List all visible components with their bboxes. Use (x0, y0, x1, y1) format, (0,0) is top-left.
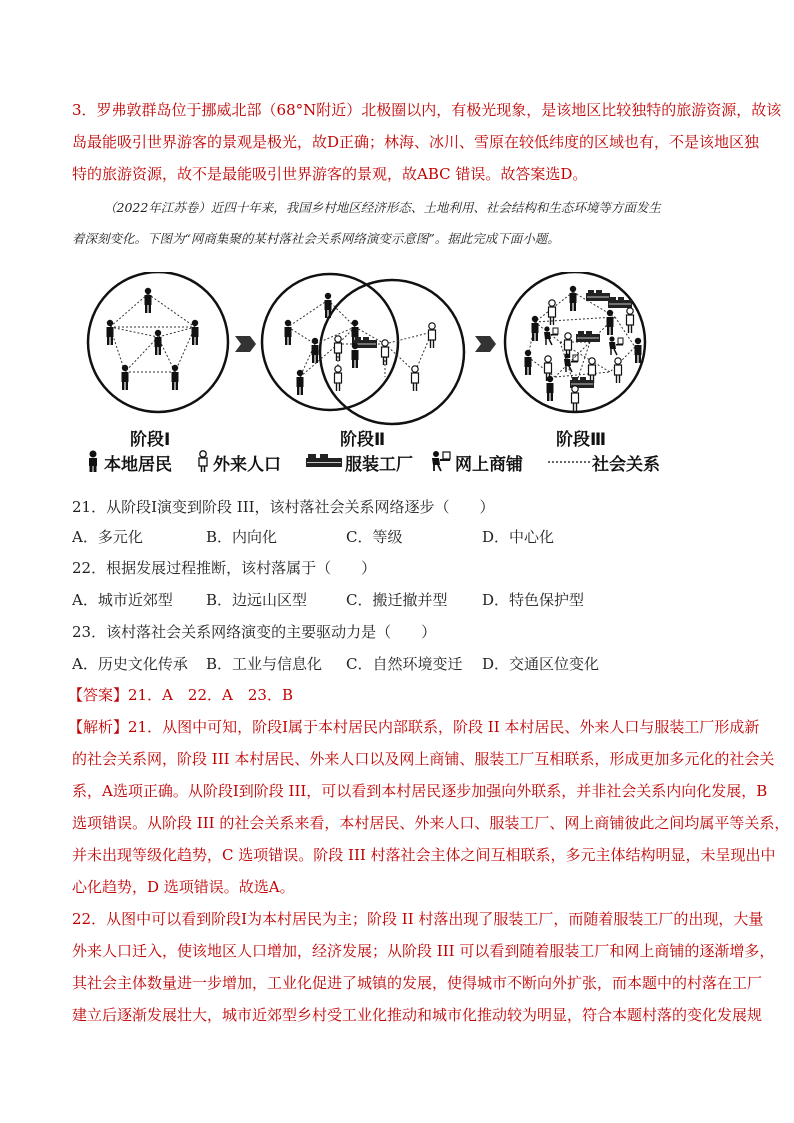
explanation-line: 特的旅游资源，故不是最能吸引世界游客的景观，故ABC 错误。故答案选D。 (72, 165, 588, 183)
option-b[interactable]: B．内向化 (206, 528, 278, 546)
question-stem: 22．根据发展过程推断，该村落属于（ ） (72, 559, 377, 577)
migrant-icon (589, 358, 596, 383)
local-resident-icon (285, 320, 292, 345)
legend-local-label: 本地居民 (104, 455, 172, 475)
analysis-line: 【解析】21．从图中可知，阶段Ⅰ属于本村居民内部联系，阶段 II 本村居民、外来人口与服装工厂形成新 (68, 718, 760, 736)
analysis-line: 22．从图中可以看到阶段Ⅰ为本村居民为主；阶段 II 村落出现了服装工厂，而随着服装工厂的出现，大量 (72, 910, 764, 928)
intro-line: 着深刻变化。下图为“网商集聚的某村落社会关系网络演变示意图”。据此完成下面小题。 (72, 231, 560, 246)
answer-line (68, 685, 293, 705)
local-resident-icon (570, 286, 577, 311)
online-shop-legend-icon (430, 450, 452, 472)
explanation-line: 3．罗弗敦群岛位于挪威北部（68°N附近）北极圈以内，有极光现象，是该地区比较独特的旅游资源，故该 (72, 101, 782, 119)
legend-relation-label: 社会关系 (592, 455, 660, 475)
local-resident-icon (155, 330, 162, 355)
analysis-line: 建立后逐渐发展壮大，城市近郊型乡村受工业化推动和城市化推动较为明显，符合本题村落的变化发展规 (72, 1006, 763, 1024)
intro-line: （2022年江苏卷）近四十年来，我国乡村地区经济形态、土地利用、社会结构和生态环境等方面发生 (104, 200, 661, 215)
local-resident-icon (297, 370, 304, 395)
migrant-icon (627, 308, 634, 333)
explanation-line: 岛最能吸引世界游客的景观是极光，故D正确；林海、冰川、雪原在较低纬度的区域也有，不是该地区独 (72, 133, 760, 151)
analysis-line: 外来人口迁入，使该地区人口增加，经济发展；从阶段 III 可以看到随着服装工厂和网上商铺的逐渐增多， (72, 942, 775, 960)
answer-text: 21．A 22．A 23．B (128, 686, 293, 704)
option-c[interactable]: C．等级 (346, 528, 403, 546)
analysis-line: 心化趋势，D 选项错误。故选A。 (72, 878, 295, 896)
local-resident-icon (547, 376, 554, 401)
question-options (72, 654, 599, 674)
local-resident-icon (325, 293, 332, 318)
local-resident-icon (145, 288, 152, 313)
analysis-line: 系，A选项正确。从阶段Ⅰ到阶段 III，可以看到本村居民逐步加强向外联系，并非社会关系内向化发展，B (72, 782, 768, 800)
local-resident-icon (635, 338, 642, 363)
garment-factory-icon (586, 290, 610, 301)
analysis-line: 并未出现等级化趋势，C 选项错误。阶段 III 村落社会主体之间互相联系，多元主体结构明显，未呈现出中 (72, 846, 776, 864)
analysis-line: 的社会关系网，阶段 III 本村居民、外来人口以及网上商铺、服装工厂互相联系，形成更加多元化的社会关 (72, 750, 775, 768)
migrant-icon (335, 366, 342, 391)
arrow-icon (475, 336, 496, 352)
online-shop-icon (544, 326, 558, 345)
legend-migrant-label: 外来人口 (213, 455, 281, 475)
legend-shop-label: 网上商铺 (455, 455, 523, 475)
migrant-icon (615, 358, 622, 383)
migrant-icon (429, 323, 436, 348)
option-c[interactable]: C．自然环境变迁 (346, 655, 463, 673)
garment-factory-icon (576, 331, 600, 342)
stage3-label: 阶段Ⅲ (556, 430, 607, 450)
option-d[interactable]: D．中心化 (482, 528, 555, 546)
local-resident-icon (352, 343, 359, 368)
analysis-line: 选项错误。从阶段 III 的社会关系来看，本村居民、外来人口、服装工厂、网上商铺彼此之间均属平等关系， (72, 814, 790, 832)
social-relation-legend-icon (548, 460, 590, 464)
question-options (72, 590, 584, 610)
option-b[interactable]: B．边远山区型 (206, 591, 308, 609)
local-resident-icon (172, 365, 179, 390)
option-a[interactable]: A．历史文化传承 (72, 655, 188, 673)
stage1-label: 阶段Ⅰ (130, 430, 171, 450)
option-c[interactable]: C．搬迁撤并型 (346, 591, 448, 609)
analysis-line: 其社会主体数量进一步增加，工业化促进了城镇的发展，使得城市不断向外扩张，而本题中的村落在工厂 (72, 974, 763, 992)
local-resident-icon (122, 365, 129, 390)
local-resident-icon (525, 350, 532, 375)
online-shop-icon (609, 336, 623, 355)
option-b[interactable]: B．工业与信息化 (206, 655, 323, 673)
local-resident-icon (107, 320, 114, 345)
migrant-icon (412, 366, 419, 391)
option-a[interactable]: A．城市近郊型 (72, 591, 173, 609)
garment-factory-legend-icon (306, 454, 342, 468)
option-d[interactable]: D．特色保护型 (482, 591, 585, 609)
question-stem: 23．该村落社会关系网络演变的主要驱动力是（ ） (72, 623, 437, 641)
local-resident-legend-icon (86, 450, 100, 472)
local-resident-icon (312, 338, 319, 363)
local-resident-icon (607, 310, 614, 335)
answer-tag: 【答案】 (68, 686, 129, 704)
option-d[interactable]: D．交通区位变化 (482, 655, 600, 673)
legend-factory-label: 服装工厂 (345, 455, 413, 475)
stage2-label: 阶段Ⅱ (340, 430, 386, 450)
migrant-icon (572, 386, 579, 411)
migrant-legend-icon (196, 450, 210, 472)
question-stem: 21．从阶段Ⅰ演变到阶段 III，该村落社会关系网络逐步（ ） (72, 498, 495, 516)
analysis-tag: 【解析】 (68, 718, 129, 736)
local-resident-icon (192, 320, 199, 345)
arrow-icon (235, 336, 256, 352)
question-options (72, 527, 554, 547)
option-a[interactable]: A．多元化 (72, 528, 143, 546)
local-resident-icon (532, 316, 539, 341)
